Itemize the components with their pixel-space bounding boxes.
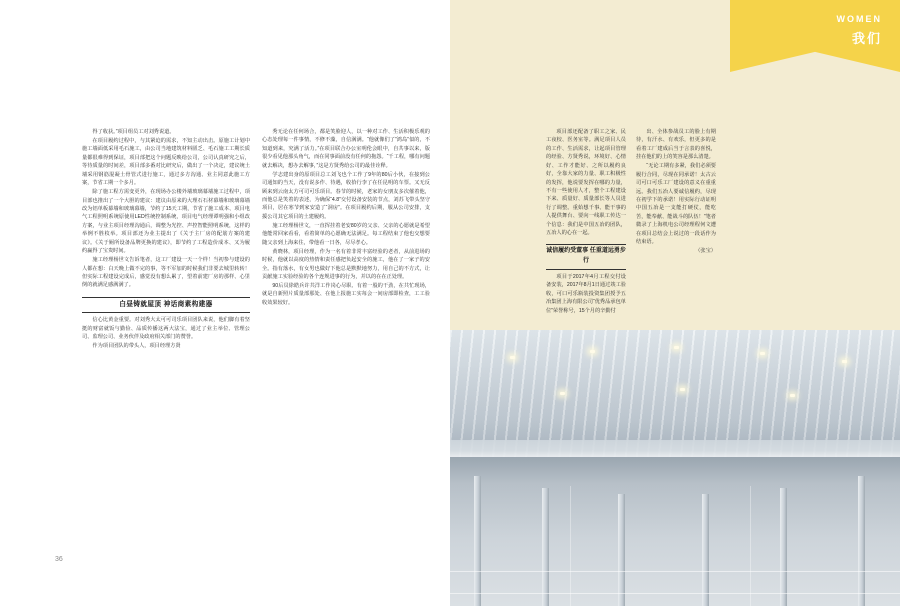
floor-marking (450, 593, 900, 594)
paragraph: 学志建出身的原项目总工刘飞也个工作了9年的80后小伙，在接到公司通知的当天，没有说多作、待遇，收拾行李了在任昆明的车票。又无反顾来到云南太方可司可乐项目。春节的时候，老家的女朋友多次催着他，而他总是笑着的表述，为确保“4.8”交付设备安装的节点，刘苏飞带头坚守项目，居在寒节到家安造了“洞房”。在项目履约后期，服从公司安排，支援公司其它项目的土建履约。 (262, 171, 430, 220)
right-column-a (546, 128, 626, 316)
left-column-b (262, 128, 430, 308)
structural-column (702, 494, 709, 606)
paragraph: 秀无论在任何场合，都是笑脸迎人，以一种对工作、生活积极乐观的心态处理每一件事情，不修不藻，自信满满。“他就像们了”鸿岛”似的，不知道到来，究满了活力。”在项目联合办公室明伦会眼中，自共事以来，版很少看见他那头角气，而在同事面前没有任何的拖怨。“千工程，哪有问题就去解决，想办去解事，”这是方贤秀给公司的最佳诠释。 (262, 129, 430, 169)
banner-english-title: WOMEN (836, 14, 882, 24)
paragraph: 施工经理杨世文，一直挥挂着老安80岁的父亲、父亲的心愿就是希望他能常回家看看，看着简单的心愿确无法满足。每工程结束了他也交想要随父亲到上海来住，带他看一日各，尽尽孝心。 (262, 222, 430, 246)
floor-marking (450, 571, 900, 572)
article-signature: （张宝） (695, 248, 716, 255)
ceiling-lamp-icon (680, 388, 685, 391)
paragraph: 信心比黄金重要。对刘秀大太可可司乐项目团队来说，他们脚有着坚挺的财富就饭与勤俭、品质传播这两大法宝，通过了业主举位、管理公司、监理公司、业务伙伴及政府相关部门的赞誉。 (82, 317, 250, 341)
section-subheading: 白昼铸就屋顶 神话商素构建器 (82, 297, 250, 314)
paragraph: “无论工期有多紧，我们必须要履行合同，尽现在同承诺！太古云司可口可乐工厂建设的意义在重重远。我们五冶人要诚信履约，尽现在初学下的承诺！用实际行动证明中国五冶是一支能打硬仗，能吃苦，能奉献、能战斗的队伍！”笔者微录了上海机电公司经理程何文遭在项目总结会上说过的一段话作为结束语。 (636, 163, 716, 246)
section-subheading: 诚信履约受董事 任重道远勇步行 (546, 244, 626, 269)
ceiling-lamp-icon (510, 356, 515, 359)
floor-marking (750, 486, 751, 606)
paragraph: 90后员徐皓兵许共洋工作岗心尽职、有着一股的干劲，在共忙现场，就是自新照片质量部那处、在他上报施工实每会一间房部即检查，工工验收效果较好。 (262, 282, 430, 306)
ceiling-lamp-icon (760, 352, 765, 355)
paragraph: 黄晓林，项目经理，作为一名有着非常丰富经验的老者，从前进场的时候，他就以高度的热情和责任感把负起安全的施工，他在了一家子的安全。指有落水，有女男也做好下他总是默默地努力，用自己的不方式，让贡献施工实验经验的各个连规进事的行为，并以的在在正处理。 (262, 248, 430, 280)
paragraph: 项目部还配备了职工之家、民工夜校、医务室等。满足项目人员的工作、生活需求，让起项目管理的经验、方贤秀说，环境好、心情好、工作才能好、之所以履约良好，全靠大家的力量、职工积极性的发挥，他说要发挥在哪的力量，不有一些使用人才，整个工程建设下来、质量好、质量部长等人员进行了调整。重始想千事、能干事的人提供舞台、要向一线职工传达一个信息：我们是中国五冶的团队，五冶人的心在一起。 (546, 129, 626, 237)
paragraph: 除了施工程方需变更外，在现场办公楼外墙玻璃幕墙施工过程中，项目部也推出了一个大胆的建议：建议由原来的大理石石材幕墙和玻璃幕墙改为铝单板幕墙和玻璃幕墙，节约了15天工期，节省了施工成本、项目电气工程照明系统原使用LED性统控制系统，项目电气经理谭明强和小组改方案，与业主项目经理沟通后，调整为光控、声控智能照明系统，这样的举例不胜枚举。项目部还为业主提出了《关于主厂房的配筋方案的建议》。《关于厕所设备品牌更换的建议》，即节约了工程造价成本、又为履约赢得了宝贵时间。 (82, 189, 250, 255)
floor-marking (570, 486, 571, 606)
paragraph: 得了收获。”项目组员工对刘秀说道。 (92, 129, 175, 135)
ceiling-lamp-icon (842, 360, 847, 363)
ceiling-lamp-icon (674, 346, 679, 349)
structural-column (474, 476, 481, 606)
left-column-a (82, 128, 250, 351)
paragraph: 项目于2017年4月工程交付设备安装，2017年8月1日通过竣工验收，可口可乐瓶装投资集团授予五冶集团上海有限公司“优秀品承包单位”荣誉称号，15个月的辛勤付 (546, 273, 626, 314)
structural-column (618, 494, 625, 606)
factory-interior-photo (450, 330, 900, 606)
paragraph: 施工经理杨世文告诉笔者，这工厂建设一天一个样！当初参与建设的人都在想：白天晚上做不完的事，等不军加的时候我们非要去城里转转！但实际工程建设完成后，感觉没有想么累了，望着前建厂房的那样、心里倒的就满足感满满了。 (82, 257, 250, 289)
paragraph: 作为项目团队的带头人，项目经理方贤 (92, 343, 181, 350)
ceiling-lamp-icon (590, 350, 595, 353)
banner-chinese-title: 我们 (851, 31, 882, 46)
paragraph: 在项目履约过程中，与其紧迫的需求，不知主动出击。原施工计划中施工墙面低采用毛石施工，由公司当地建筑材料匮乏、毛石施工工期长质量都很难得到保证，项目部把这个问题反映给公司，公司认真研究之后，等待质量的时间差，项目部多番对比研究后，做出了一个决定，建议统土墙采用钢筋混凝土骨管式进行施工，通过多方沟通、业主同意此施工方案，节省工期一个多月。 (82, 138, 250, 187)
ceiling-lamp-icon (790, 394, 795, 397)
structural-column (542, 488, 549, 606)
structural-column (858, 476, 865, 606)
photo-floor (450, 457, 900, 606)
right-column-b (636, 128, 716, 256)
structural-column (780, 488, 787, 606)
paragraph: 出、全体参战员工的脸上有期待，有汗水、有欢乐，但更多的是看着工厂建成后当于言表的喜悦，挂在他们的上的笑容是那么清楚。 (636, 129, 716, 161)
page-number: 36 (55, 556, 63, 563)
ceiling-lamp-icon (560, 392, 565, 395)
